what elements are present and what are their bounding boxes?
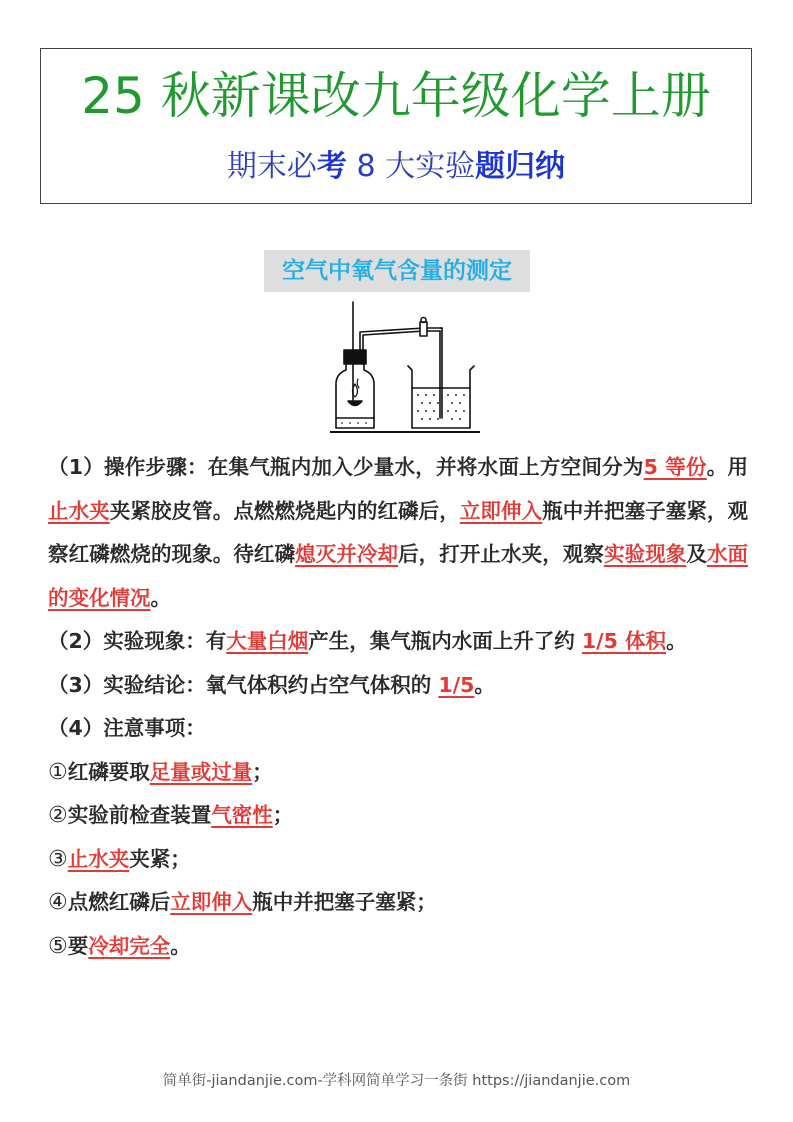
title-box	[40, 48, 752, 204]
red-phosphorus-experiment-apparatus-icon	[330, 300, 480, 435]
step1-highlight-5: 实验现象	[603, 542, 687, 566]
note-number: ④	[48, 890, 68, 915]
main-title: 25 秋新课改九年级化学上册	[81, 67, 711, 125]
note-highlight: 足量或过量	[149, 759, 253, 784]
note-item-3	[48, 838, 748, 882]
step3-text-2: 。	[474, 672, 495, 697]
note-text-post: ；	[252, 759, 273, 784]
note-text-pre: 实验前检查装置	[67, 803, 212, 827]
subtitle-part-3: 8 大实验	[346, 149, 476, 184]
step1-highlight-3: 立即伸入	[459, 498, 543, 523]
note-highlight: 立即伸入	[170, 890, 253, 914]
sub-title	[41, 145, 751, 189]
note-highlight: 止水夹	[67, 846, 130, 871]
step1-text-6: 及	[686, 542, 707, 566]
step3-highlight-1: 1/5	[438, 672, 475, 697]
step1-text-5: 后，打开止水夹，观察	[398, 542, 604, 566]
step2-highlight-1: 大量白烟	[226, 629, 309, 653]
note-text-post: 瓶中并把塞子塞紧；	[252, 890, 437, 914]
step2-highlight-2: 1/5 体积	[581, 629, 667, 653]
note-number: ②	[48, 803, 68, 828]
footer-watermark: 简单街-jiandanjie.com-学科网简单学习一条街 https://jiandanjie.com	[162, 1073, 631, 1089]
note-highlight: 气密性	[211, 803, 273, 827]
note-highlight: 冷却完全	[88, 933, 171, 958]
subtitle-part-4: 题归纳	[475, 149, 566, 184]
note-text-pre: 点燃红磷后	[67, 890, 171, 914]
note-item-4	[48, 881, 748, 925]
subtitle-part-2: 考	[316, 149, 347, 184]
step3-text-1: （3）实验结论：氧气体积约占空气体积的	[48, 672, 439, 697]
step1-text-7: 。	[150, 585, 171, 610]
section-heading: 空气中氧气含量的测定	[264, 250, 530, 292]
note-number: ①	[48, 759, 68, 785]
step-3-conclusion	[48, 664, 748, 708]
note-item-2	[48, 794, 748, 838]
step-1-operation	[48, 446, 748, 620]
step2-text-3: 。	[666, 629, 687, 653]
step-2-phenomenon	[48, 620, 748, 664]
step1-text-4: 瓶中并把塞子塞紧，观察红磷燃烧的现象。待红磷	[48, 498, 749, 566]
step1-highlight-4: 熄灭并冷却	[295, 542, 399, 566]
note-number: ③	[48, 846, 68, 872]
step1-highlight-6: 水面的变化情况	[48, 542, 749, 610]
note-text-post: 夹紧；	[129, 846, 191, 871]
step1-text-2: 。用	[706, 455, 749, 479]
step1-text-3: 夹紧胶皮管。点燃燃烧匙内的红磷后，	[109, 498, 460, 523]
note-item-5	[48, 925, 748, 969]
note-text-post: 。	[170, 933, 191, 958]
step1-highlight-1: 5 等份	[643, 455, 707, 479]
note-text-post: ；	[272, 803, 294, 827]
note-number: ⑤	[48, 933, 68, 959]
content-body	[48, 446, 748, 968]
step1-text-1: （1）操作步骤：在集气瓶内加入少量水，并将水面上方空间分为	[48, 455, 644, 479]
note-item-1	[48, 751, 748, 795]
step2-text-1: （2）实验现象：有	[48, 629, 227, 653]
step-4-title: （4）注意事项：	[48, 716, 206, 740]
step2-text-2: 产生，集气瓶内水面上升了约	[308, 629, 582, 653]
note-text-pre: 红磷要取	[67, 759, 150, 784]
subtitle-part-1: 期末必	[226, 149, 317, 184]
step1-highlight-2: 止水夹	[48, 498, 110, 523]
note-text-pre: 要	[67, 933, 89, 958]
